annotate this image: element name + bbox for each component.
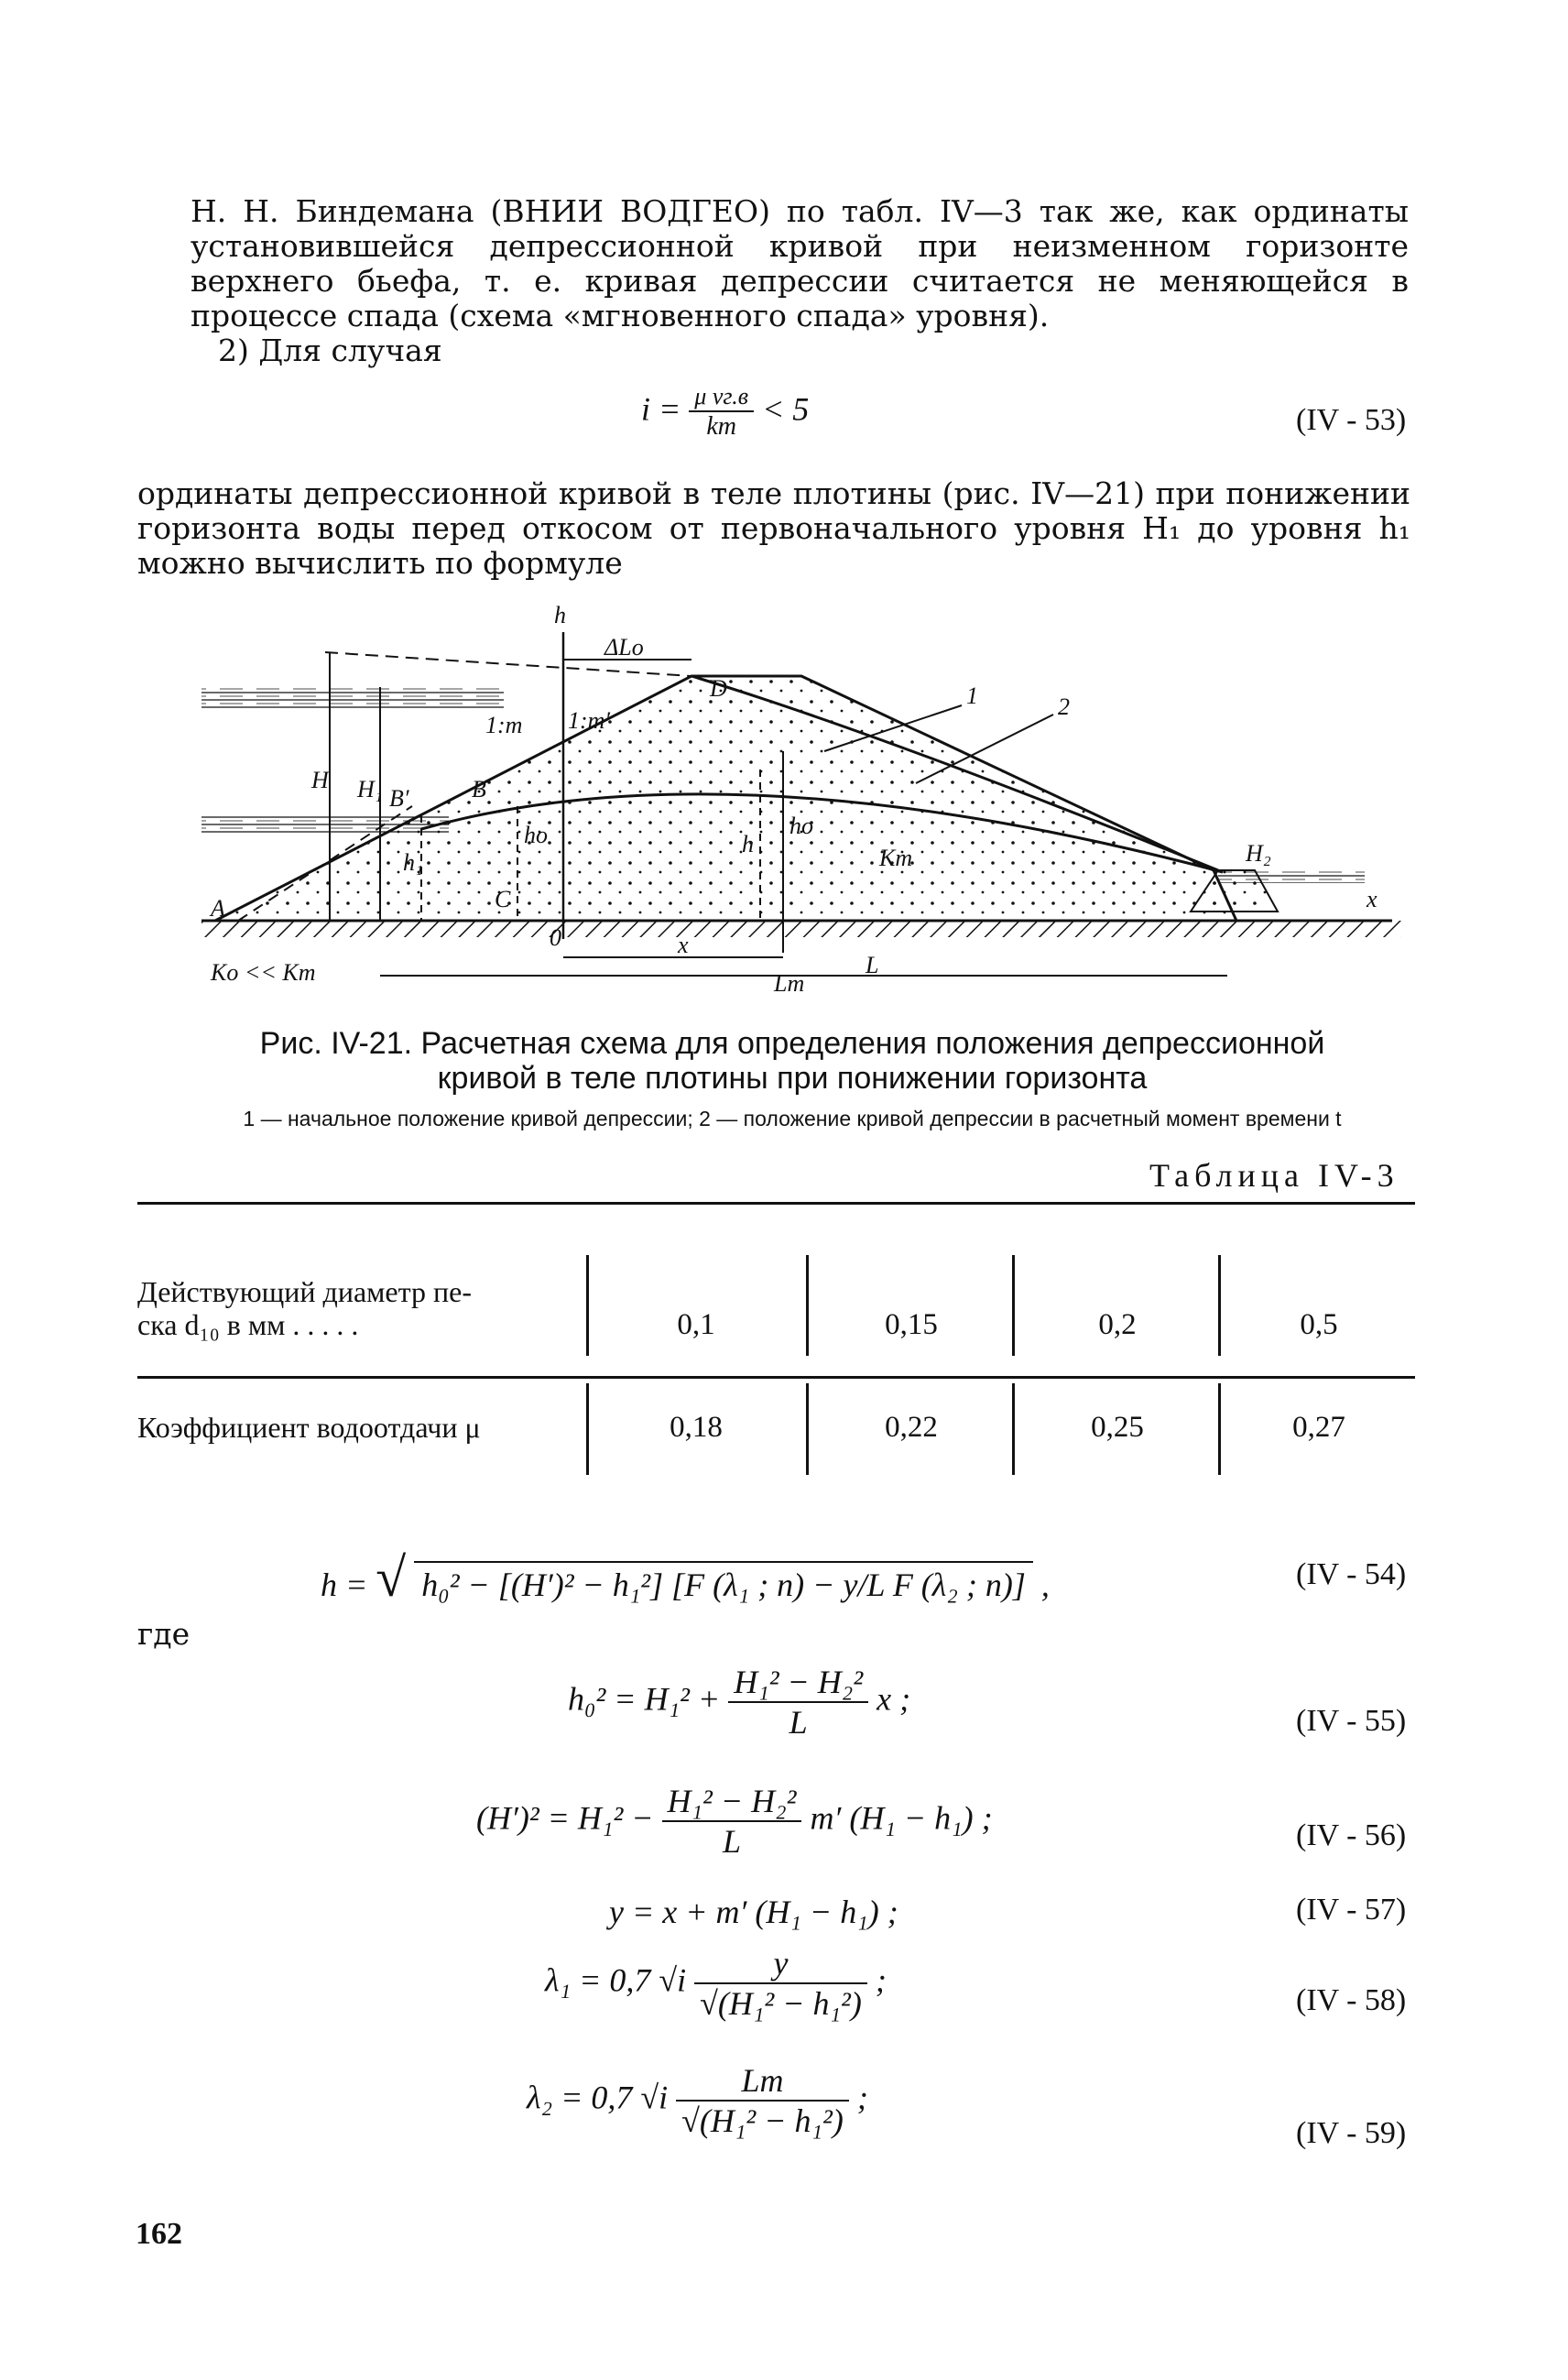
label-h-axis: h [554, 602, 566, 628]
equation-iv-55: h₀² = H₁² + $\frac{\text{H₁² − H₂²}}{L}$ x ; [568, 1664, 911, 1741]
table-vline-3 [1012, 1255, 1015, 1356]
case-2-heading: 2) Для случая [218, 333, 442, 368]
table-top-rule [137, 1202, 1415, 1205]
label-A: A [211, 895, 225, 922]
figure-caption-legend: 1 — начальное положение кривой депрессии; 2 — положение кривой депрессии в расчетный момент времени t [243, 1107, 1342, 1130]
label-Lt: Lт [774, 970, 805, 997]
table-cell: 0,1 [677, 1308, 715, 1341]
table-cell: 0,18 [670, 1411, 723, 1444]
table-mid-rule [137, 1376, 1415, 1379]
table-vline-7 [1012, 1383, 1015, 1475]
label-x-dim: x [678, 932, 689, 958]
label-H: H [311, 767, 329, 793]
paragraph-continuation: Н. Н. Биндемана (ВНИИ ВОДГЕО) по табл. IV—3 так же, как ординаты установившейся депрессионной кривой при неизменном горизонте верхнего бьефа, т. е. кривая депрессии считается не меняющейся в процессе спада (схема «мгновенного спада» уровня). [191, 193, 1409, 333]
table-cell: 0,15 [885, 1308, 938, 1341]
table-vline-1 [586, 1255, 589, 1356]
upper-water-level [201, 687, 504, 709]
figure-caption-title: Рис. IV-21. Расчетная схема для определения положения депрессионной кривой в теле плотины при понижении горизонта [259, 1026, 1325, 1096]
paragraph-depression: ординаты депрессионной кривой в теле плотины (рис. IV—21) при понижении горизонта воды перед откосом от первоначального уровня H₁ до уровня h₁ можно вычислить по формуле [137, 475, 1410, 581]
table-title: Таблица IV-3 [1149, 1157, 1399, 1194]
label-dLo: ΔLo [604, 634, 644, 661]
label-curve-1: 1 [966, 682, 978, 709]
label-h: h [742, 831, 754, 857]
label-h1: h₁ [403, 849, 424, 876]
label-D: D [710, 675, 727, 702]
label-B-prime: B′ [389, 785, 409, 812]
label-m-prime: 1:m′ [568, 707, 611, 734]
label-ko-kt: Ko << Kт [211, 959, 316, 986]
table-cell: 0,2 [1098, 1308, 1137, 1341]
label-x-axis: x [1367, 886, 1377, 912]
equation-number-iv-53: (IV - 53) [1296, 403, 1407, 437]
table-vline-8 [1218, 1383, 1221, 1475]
equation-number-iv-57: (IV - 57) [1296, 1893, 1407, 1927]
equation-iv-57: y = x + m′ (H₁ − h₁) ; [609, 1894, 898, 1930]
table-row-2-label: Коэффициент водоотдачи μ [137, 1411, 481, 1444]
table-cell: 0,27 [1292, 1411, 1345, 1444]
sqrt-symbol: √ [376, 1547, 407, 1608]
equation-iv-53: i = $\frac{\text{μ vг.в}}{kт}$ < 5 [641, 383, 810, 441]
label-H1: H₁ [357, 776, 383, 802]
equation-number-iv-56: (IV - 56) [1296, 1818, 1407, 1852]
equation-iv-54: h = √ h₀² − [(H′)² − h₁²] [F (λ₁ ; n) − y/L F (λ₂ ; n)] , [321, 1547, 1050, 1608]
table-vline-2 [806, 1255, 809, 1356]
label-B: B [472, 776, 486, 802]
table-row-1-label: Действующий диаметр пе- ска d₁₀ в мм . . . . . [137, 1275, 472, 1341]
page-number: 162 [136, 2217, 182, 2251]
equation-number-iv-59: (IV - 59) [1296, 2116, 1407, 2150]
label-Kt: Kт [879, 845, 913, 871]
table-vline-4 [1218, 1255, 1221, 1356]
label-ho-right: ho [789, 813, 813, 839]
label-curve-2: 2 [1058, 693, 1070, 720]
foundation-hatch [201, 921, 1401, 937]
label-C: C [495, 886, 511, 912]
label-O: 0 [550, 924, 561, 951]
table-cell: 0,22 [885, 1411, 938, 1444]
equation-number-iv-54: (IV - 54) [1296, 1557, 1407, 1591]
figure-dam-diagram [183, 595, 1410, 999]
label-H2: H₂ [1246, 840, 1271, 867]
table-cell: 0,25 [1091, 1411, 1144, 1444]
equation-number-iv-55: (IV - 55) [1296, 1704, 1407, 1738]
label-m: 1:m [485, 712, 523, 738]
table-vline-6 [806, 1383, 809, 1475]
equation-iv-58: λ₁ = 0,7 √i $\frac{y}{\text{√(H₁² − h₁²)}}$ ; [545, 1945, 887, 2022]
label-ho-left: ho [524, 822, 548, 848]
label-L: L [866, 952, 879, 978]
equation-iv-56: (H′)² = H₁² − $\frac{\text{H₁² − H₂²}}{L}$ m′ (H₁ − h₁) ; [476, 1783, 993, 1860]
table-vline-5 [586, 1383, 589, 1475]
table-cell: 0,5 [1300, 1308, 1338, 1341]
equation-iv-59: λ₂ = 0,7 √i $\frac{Lт}{\text{√(H₁² − h₁²)}}$ ; [527, 2062, 868, 2139]
equation-number-iv-58: (IV - 58) [1296, 1983, 1407, 2017]
where-label: где [137, 1616, 191, 1652]
